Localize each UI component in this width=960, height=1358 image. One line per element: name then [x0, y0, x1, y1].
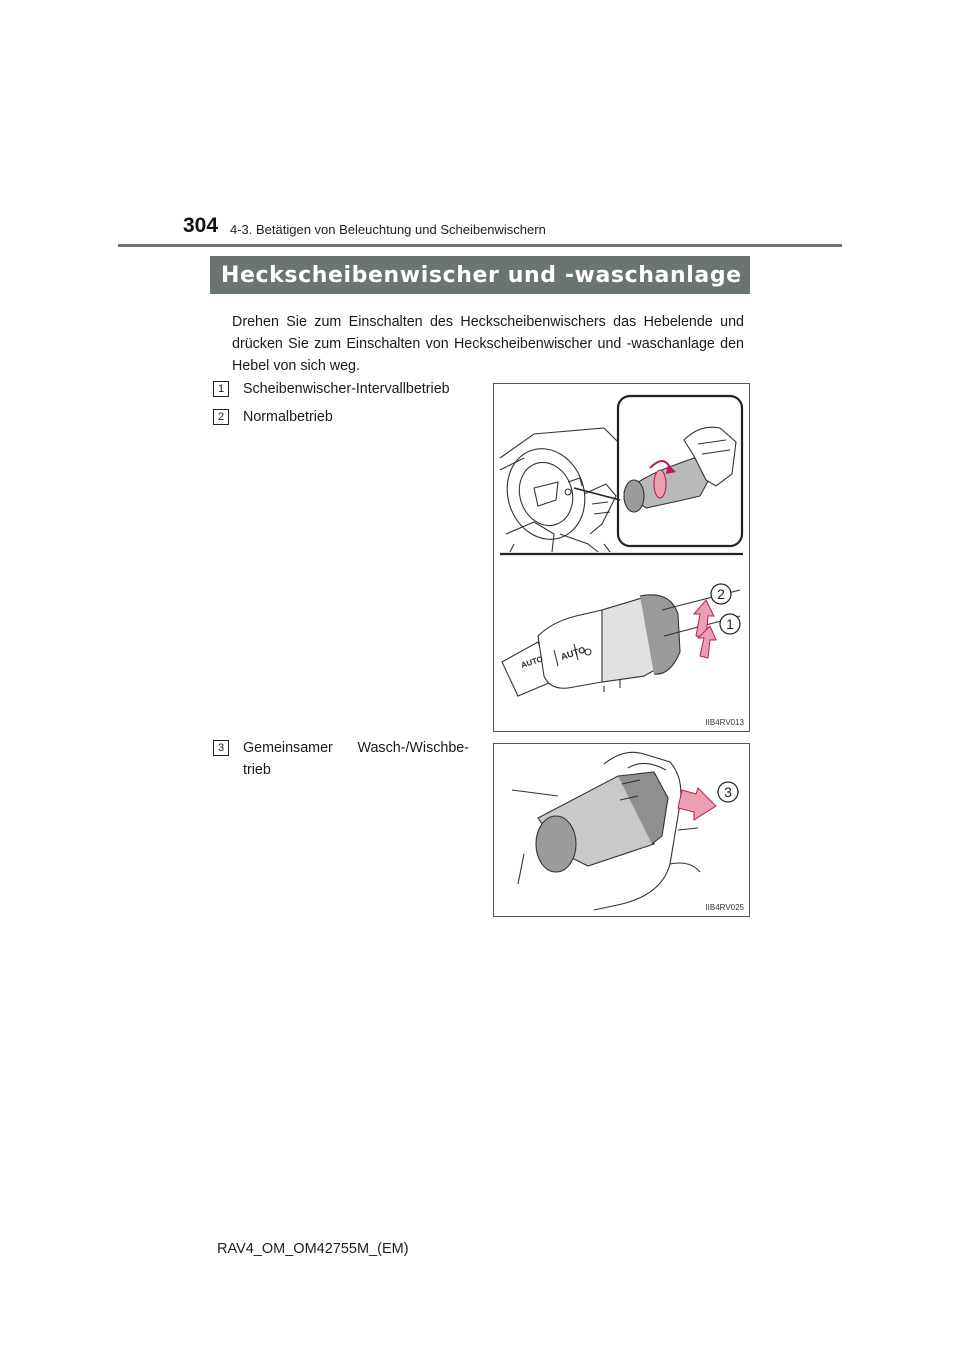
figure-washer-lever-drawing [494, 744, 749, 916]
step-2 [213, 406, 471, 428]
step-label-1: Scheibenwischer-Intervallbetrieb [243, 381, 450, 397]
closeup-leader [574, 488, 620, 500]
step-label-2: Normalbetrieb [243, 409, 333, 425]
figure-wiper-lever [493, 383, 750, 732]
intro-paragraph: Drehen Sie zum Einschalten des Heckscheibenwischers das Hebelende und drücken Sie zum Einschalten von Heckscheibenwischer und -waschanlage den Hebel von sich weg. [232, 314, 744, 374]
callout-3: 3 [724, 784, 732, 800]
callout-2: 2 [717, 586, 725, 602]
hand-lever-illustration [512, 752, 700, 910]
lever-label-auto-1: AUTO [519, 654, 545, 670]
step-number-2: 2 [213, 409, 229, 425]
header-rule [118, 244, 842, 247]
step-1 [213, 378, 471, 400]
step-label-3-line2: trieb [243, 762, 271, 778]
arrow-3 [678, 788, 716, 820]
lever-label-auto-2: AUTO [559, 644, 587, 662]
step-number-3: 3 [213, 740, 229, 756]
step-label-3-line1: Gemeinsamer Wasch-/Wischbe- [243, 740, 469, 756]
step-number-1: 1 [213, 381, 229, 397]
callout-1: 1 [726, 616, 734, 632]
car-interior-illustration [496, 428, 618, 552]
figure-washer-lever [493, 743, 750, 917]
figure-code-2: IIB4RV025 [705, 903, 744, 912]
figure-code-1: IIB4RV013 [705, 718, 744, 727]
section-title: Heckscheibenwischer und -waschanlage [221, 262, 742, 288]
step-3 [213, 737, 471, 781]
section-bar [210, 256, 750, 294]
step-label-3 [243, 737, 469, 781]
page-number: 304 [183, 214, 219, 237]
figure-wiper-lever-drawing [494, 384, 749, 731]
chapter-title: 4-3. Betätigen von Beleuchtung und Scheibenwischern [230, 222, 546, 237]
footer-doc-code: RAV4_OM_OM42755M_(EM) [217, 1241, 409, 1257]
